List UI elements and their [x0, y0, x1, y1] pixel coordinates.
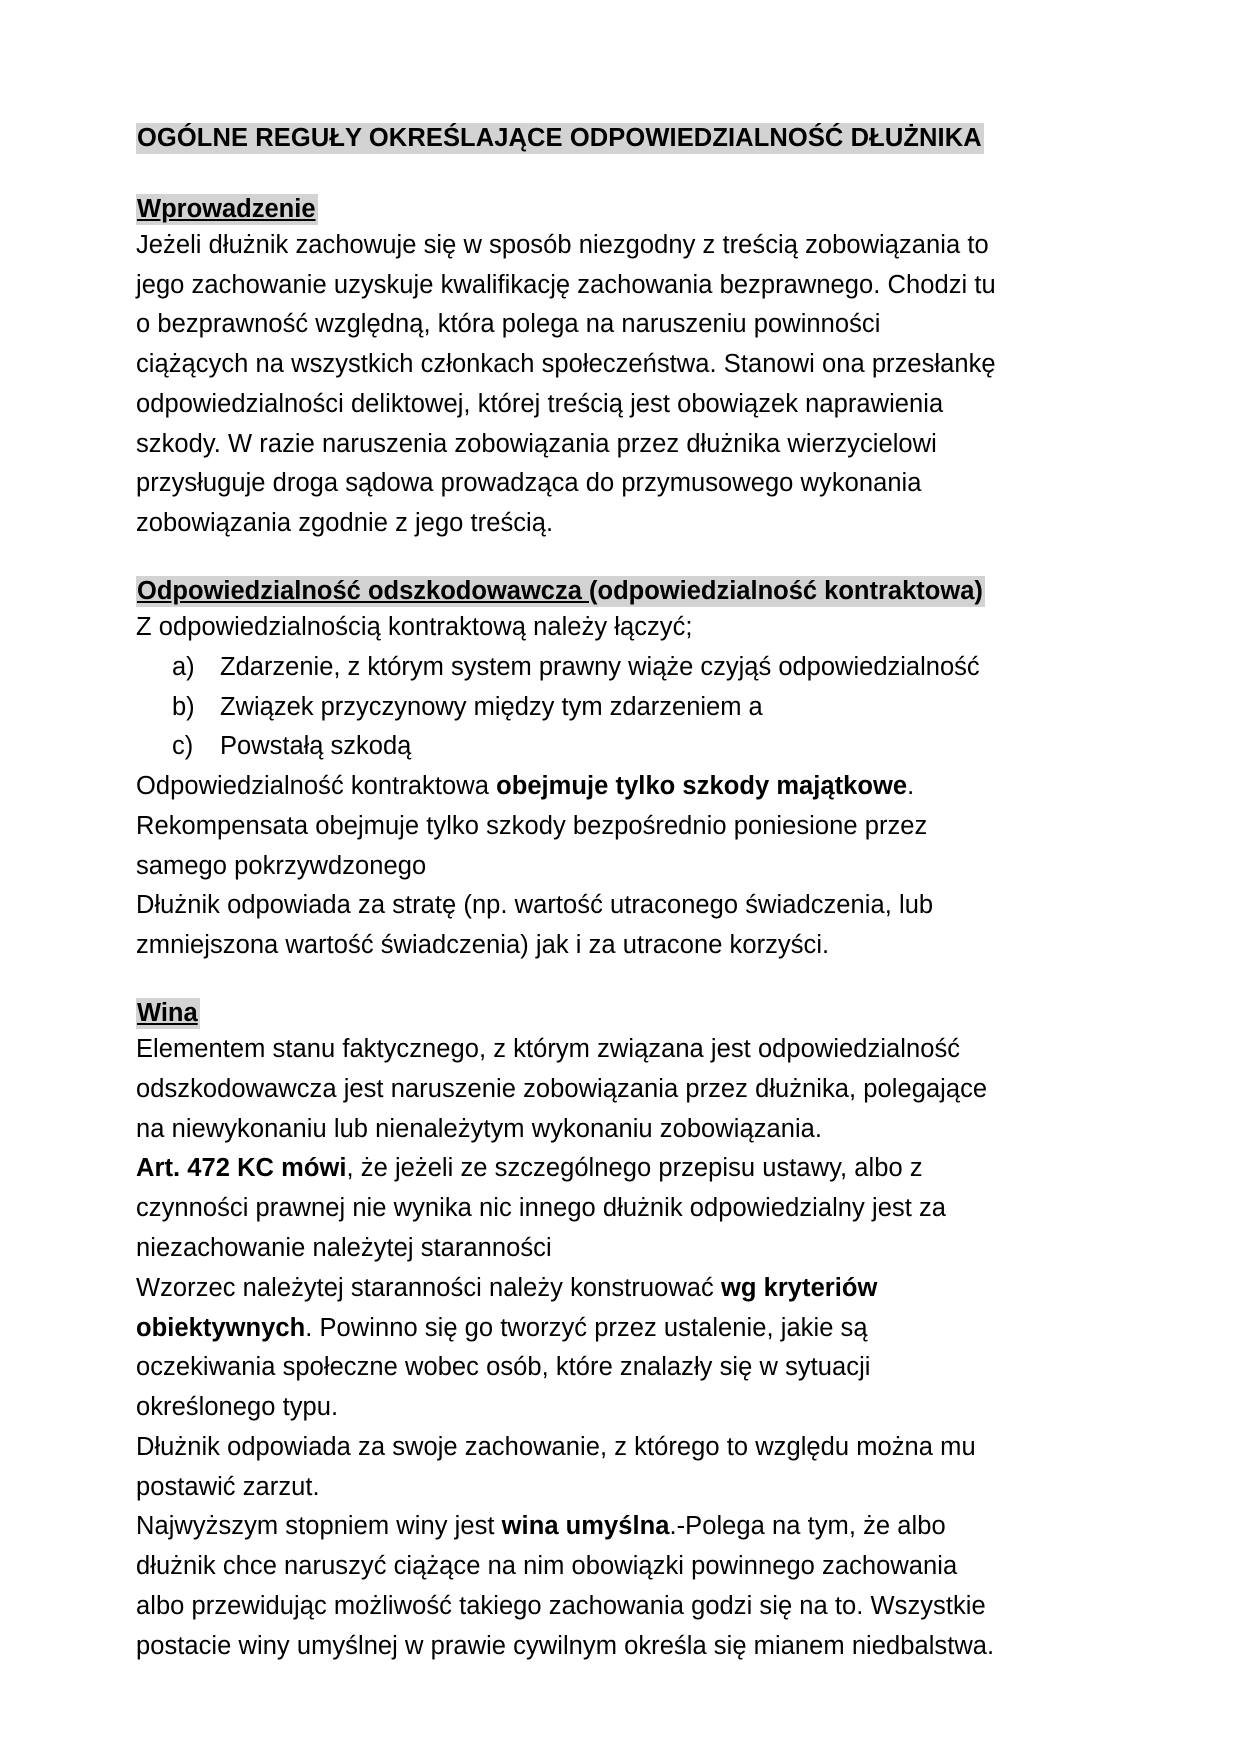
section-heading-wprowadzenie-text: Wprowadzenie: [137, 194, 316, 223]
fault-paragraph-1: Elementem stanu faktycznego, z którym związana jest odpowiedzialność odszkodowawcza jest naruszenie zobowiązania przez dłużnika, polegające na niewykonaniu lub nienależytym wykonaniu zobowiązania.: [136, 1035, 988, 1143]
list-item-label: Powstałą szkodą: [220, 732, 412, 761]
page-title: [136, 122, 996, 156]
fault-p3-before: Wzorzec należytej staranności należy konstruować: [136, 1273, 721, 1302]
fault-paragraph-5: [136, 1507, 996, 1666]
liability-list: [136, 648, 996, 767]
liability-p1-after: . Rekompensata obejmuje tylko szkody bezpośrednio poniesione przez samego pokrzywdzonego: [136, 772, 928, 880]
fault-p2-bold: Art. 472 KC mówi: [136, 1154, 347, 1183]
section-heading-wina-text: Wina: [137, 998, 198, 1027]
fault-paragraph-4: Dłużnik odpowiada za swoje zachowanie, z którego to względu można mu postawić zarzut.: [136, 1432, 976, 1501]
section-heading-odpowiedzialnosc: [136, 574, 996, 608]
liability-paragraph-2: Dłużnik odpowiada za stratę (np. wartość utraconego świadczenia, lub zmniejszona wartość świadczenia) jak i za utracone korzyści.: [136, 891, 934, 960]
fault-p3-after: . Powinno się go tworzyć przez ustalenie, jakie są oczekiwania społeczne wobec osób, które znalazły się w sytuacji określonego typu.: [136, 1313, 871, 1422]
fault-p2-after: , że jeżeli ze szczególnego przepisu ustawy, albo z czynności prawnej nie wynika nic innego dłużnik odpowiedzialny jest za niezachowanie należytej staranności: [136, 1154, 947, 1262]
fault-p3-bold: wg kryteriów obiektywnych: [136, 1273, 878, 1342]
document-body: [136, 122, 996, 1666]
list-item: [172, 727, 996, 767]
fault-p5-before: Najwyższym stopniem winy jest: [136, 1512, 502, 1541]
list-item-marker: c): [172, 732, 194, 761]
fault-paragraph-3: [136, 1269, 996, 1428]
page-title-text: OGÓLNE REGUŁY OKREŚLAJĄCE ODPOWIEDZIALNOŚĆ DŁUŻNIKA: [137, 124, 982, 152]
spacer: [136, 544, 996, 574]
list-item: [172, 648, 996, 688]
spacer: [136, 966, 996, 996]
liability-p1-before: Odpowiedzialność kontraktowa: [136, 772, 497, 801]
list-item-label: Zdarzenie, z którym system prawny wiąże czyjąś odpowiedzialność: [220, 652, 980, 681]
section-heading-wina: [136, 996, 996, 1030]
list-item: [172, 688, 996, 728]
liability-p1-bold: obejmuje tylko szkody majątkowe: [496, 772, 908, 801]
section-heading-odpowiedzialnosc-plain: (odpowiedzialność kontraktowa): [589, 576, 983, 605]
section-heading-odpowiedzialnosc-underlined: Odpowiedzialność odszkodowawcza: [137, 576, 589, 605]
section-heading-odpowiedzialnosc-wrapper: [136, 576, 985, 607]
list-item-marker: b): [172, 692, 195, 721]
fault-p5-bold: wina umyślna: [501, 1512, 670, 1541]
liability-paragraph-1: [136, 767, 996, 886]
liability-lead: Z odpowiedzialnością kontraktową należy łączyć;: [136, 613, 693, 642]
fault-paragraph-2: [136, 1149, 996, 1268]
list-item-marker: a): [172, 652, 195, 681]
list-item-label: Związek przyczynowy między tym zdarzeniem a: [220, 692, 763, 721]
section-heading-wprowadzenie: [136, 192, 996, 226]
fault-p5-after: .-Polega na tym, że albo dłużnik chce naruszyć ciążące na nim obowiązki powinnego zachowania albo przewidując możliwość takiego zachowania godzi się na to. Wszystkie postacie winy umyślnej w prawie cywilnym określa się mianem niedbalstwa.: [136, 1512, 995, 1660]
spacer: [136, 156, 996, 192]
intro-paragraph: Jeżeli dłużnik zachowuje się w sposób niezgodny z treścią zobowiązania to jego zachowanie uzyskuje kwalifikację zachowania bezprawnego. Chodzi tu o bezprawność względną, która polega na naruszeniu powinności ciążących na wszystkich członkach społeczeństwa. Stanowi ona przesłankę odpowiedzialności deliktowej, której treścią jest obowiązek naprawienia szkody. W razie naruszenia zobowiązania przez dłużnika wierzycielowi przysługuje droga sądowa prowadząca do przymusowego wykonania zobowiązania zgodnie z jego treścią.: [136, 230, 996, 538]
